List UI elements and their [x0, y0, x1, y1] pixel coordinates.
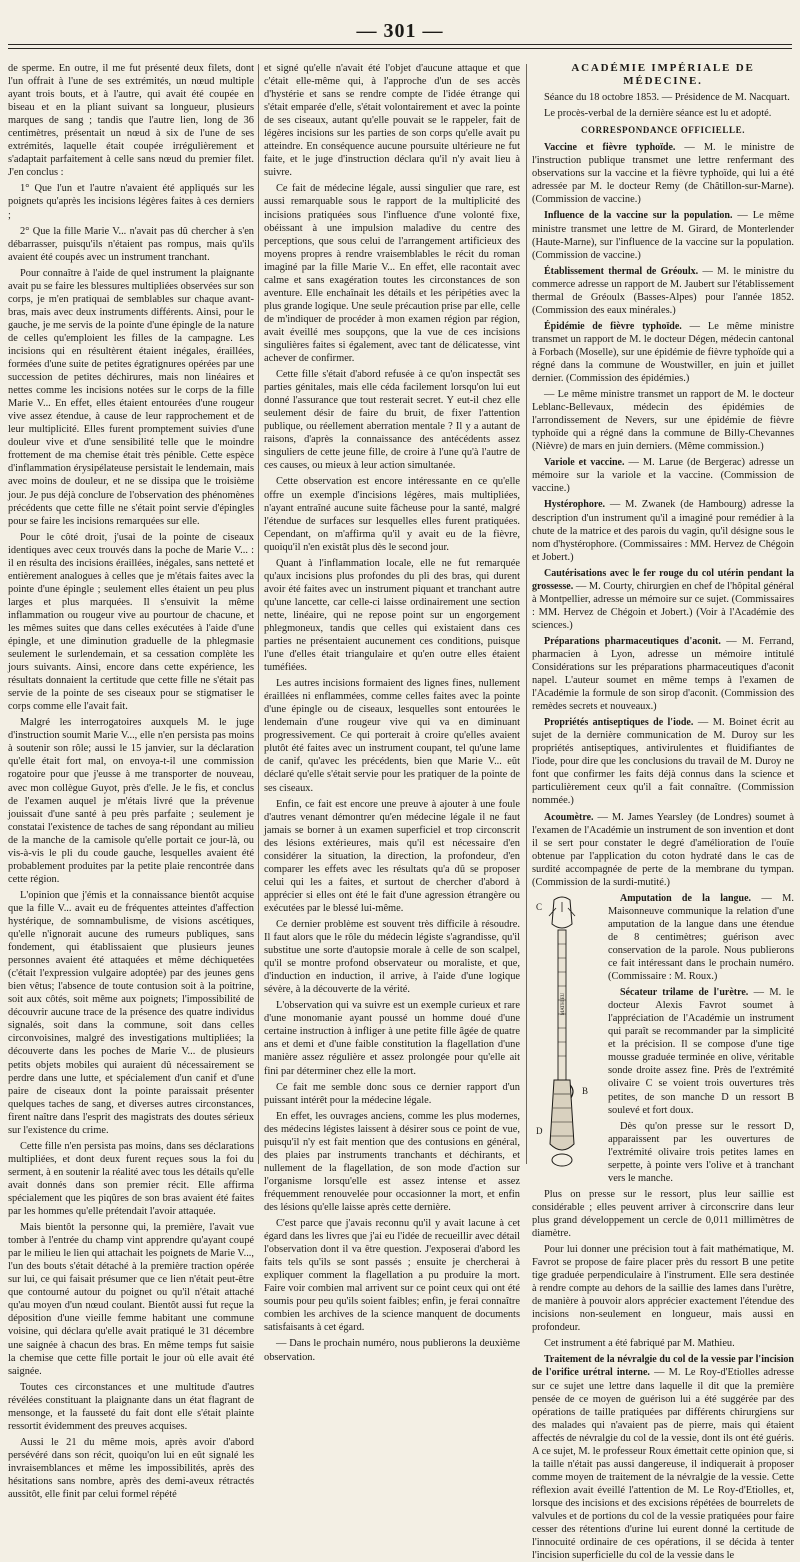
- entry: [532, 456, 794, 495]
- page-header: [8, 18, 792, 46]
- entry: [532, 567, 794, 632]
- entry-text: — M. Larue (de Bergerac) adresse un mémoire sur la variole et la vaccine. (Commission de vaccine.): [532, 457, 794, 495]
- entry: [532, 320, 794, 385]
- entry-title: Amputation de la langue.: [620, 892, 752, 904]
- entries-before: [532, 141, 794, 889]
- paragraph: Ce dernier problème est souvent très difficile à résoudre. Il faut alors que le rôle du médecin légiste s'agrandisse, qu'il substitue une sorte d'autopsie morale à celle de son scalpel, qu'il se montre profond observateur ou moraliste, et que, d'induction en induction, il arrive, à l'aide d'une logique sévère, à la découverte de la vérité.: [264, 919, 520, 996]
- paragraph: 2° Que la fille Marie V... n'avait pas dû chercher à s'en débarrasser, puisqu'ils n'étaient pas rompus, mais qu'ils avaient été coupés avec un instrument tranchant.: [8, 225, 254, 263]
- paragraph: Pour connaître à l'aide de quel instrument la plaignante avait pu se faire les blessures multipliées observées sur son corps, je m'en pratiquai de semblables sur chaque avant-bras, mais avec deux instruments différents. Ainsi, pour le gauche, je me servis de la pointe d'une épingle de la nature de celles qu'emploient les filles de la campagne. Les incisions qui en résultèrent étaient inégales, éraillées, formées d'une suite de petites égratignures opérées par une succession de petites déchirures, mais non linéaires et nettes comme les incisions notées sur le corps de la fille Marie V... En effet, elles étaient entourées d'une rougeur vive assez étendue, à cause de leur rapprochement et de leur multiplicité. Elles furent promptement suivies d'une douleur vive et d'une sensibilité telle que le moindre frottement de ma chemise était très pénible. Cette espèce d'inflammation érysipélateuse persistait le lendemain, mais avec moins de douleur, et ne se dissipa que le troisième jour. Je pus déjà conclure de l'observation des phénomènes précédents que cette fille ne s'était point servie d'épingles pour se faire les incisions remarquées sur elle.: [8, 267, 254, 527]
- entry-text: — Le même ministre transmet un rapport de M. le docteur Dégen, médecin cantonal à Forbach (Moselle), sur une épidémie de fièvre typhoïde qui a régné dans la commune de Woustwiller, en juin et juillet dernier. (Commission des épidémies.): [532, 320, 794, 385]
- entry-title: Sécateur trilame de l'urètre.: [620, 987, 749, 999]
- entries-after: [532, 1353, 794, 1562]
- entry-text: Pour lui donner une précision tout à fait mathématique, M. Favrot se propose de faire placer près du ressort B une petite tige graduée perpendiculaire à l'instrument. Elle sera destinée à rendre compte au dehors de la saillie des lames dans l'urètre, de manière à pouvoir alors apprécier exactement l'étendue des incisions non-seulement en longueur, mais aussi en profondeur.: [532, 1244, 794, 1334]
- column-divider: [258, 64, 259, 1164]
- entry-title: Traitement de la névralgie du col de la vessie par l'incision de l'orifice urétral interne.: [532, 1354, 794, 1379]
- entry-text: Cet instrument a été fabriqué par M. Mathieu.: [544, 1338, 735, 1350]
- paragraph: L'opinion que j'émis et la connaissance bientôt acquise que la fille V... avait eu de fréquentes atteintes d'affection hystérique, de somnambulisme, de visions ascétiques, qu'elle n'ignorait aucune des rumeurs publiques, sans fondement, qui établissaient que plusieurs jeunes personnes avaient été attaquées et même déchiquetées (c'était l'expression vulgaire adoptée) par des jeunes gens bien vêtus; l'absence de toute contusion soit à la poitrine, soit aux côtés, soit même aux poignets; l'impossibilité de découvrir aucune trace de la présence des quatre individus signalés, soit dans la commune, soit dans celles circonvoisines, malgré des investigations multipliées; la découverte dans les poches de Marie V... de plusieurs petits objets mobiles qui auraient dû nécessairement se perdre dans une lutte, et spécialement d'un canif et d'une paire de ciseaux dont la pointe paraissait présenter quelques taches de sang, et diverses autres circonstances, firent naître dans l'esprit des magistrats des doutes sérieux sur l'existence du crime.: [8, 889, 254, 1136]
- entry: [532, 635, 794, 713]
- maker-mark: MATHIEU: [561, 992, 566, 1016]
- entry: [532, 209, 794, 261]
- entry-title: Variole et vaccine.: [544, 457, 625, 469]
- entry: [532, 1188, 794, 1240]
- paragraph: C'est parce que j'avais reconnu qu'il y avait lacune à cet égard dans les livres que j'ai eu l'idée de recueillir avec détail l'observation dont il va être question. J'exposerai d'abord les faits tels qu'ils se sont passés ; ensuite je chercherai à expliquer comment la flagellation a pu produire la mort. Faire voir combien mal arrivent sur ce point ceux qui ont été soumis pour peu qu'ils soient faibles; enfin, je ferai connaître combien les archives de la science manquent de documents satisfaisants à cet égard.: [264, 1218, 520, 1334]
- entry: [532, 388, 794, 453]
- entry-text: — M. le docteur Alexis Favrot soumet à l'appréciation de l'Académie un instrument qui paraît se recommander par la simplicité et la précision. Il se compose d'une tige mousse graduée terminée en olive, véritable sonde droite assez fine. Près de l'extrémité olivaire C se voient trois ouvertures très petites, de son manche D un ressort B soulevé et fort doux.: [608, 987, 794, 1116]
- paragraph: Malgré les interrogatoires auxquels M. le juge d'instruction soumit Marie V..., elle n'en persista pas moins à soutenir son rôle; aussi le 15 janvier, sur la déclaration qu'elle était fort mal, on envoya-t-il une commission rogatoire pour que j'eusse à me transporter de nouveau, avec mon collègue Guyot, près d'elle. Je le fis, et conclus de l'examen auquel je m'étais livré que la prévenue jouissait d'une santé à peu près parfaite ; seulement je constatai l'existence de taches de sang répondant au milieu de la manche de la camisole qu'elle portait ce jour-là, ou vis-à-vis le pli du coude gauche, lesquelles avaient été probablement produites par la petite plaie rencontrée dans cette région.: [8, 717, 254, 885]
- entry-text: — M. le ministre de l'instruction publique transmet une lettre renfermant des observations sur la vaccine et la fièvre typhoïde, qui lui a été adressée par M. le docteur Remy (de Châtillon-sur-Marne). (Commission de vaccine.): [532, 142, 795, 206]
- label-c: C: [536, 901, 543, 912]
- column-right: [532, 62, 795, 1562]
- paragraph: Pour le côté droit, j'usai de la pointe de ciseaux identiques avec ceux trouvés dans la poche de Marie V... : il en résulta des incisions éraillées, inégales, sans netteté et entièrement analogues à celles que je m'étais faites avec la pointe d'une épingle ; seulement elles étaient un peu plus larges et plus marquées. Il s'ensuivit la même inflammation ou rougeur vive au pourtour de chacune, et les mêmes suites que dans celles exécutées à l'aide d'une épingle, et une diminution graduelle de la phlegmasie seulement le surlendemain, et sa cessation complète les jours suivants. Ainsi, encore dans cette expérience, les résultats donnaient la certitude que cette fille ne s'était pas servie de la pointe de ses ciseaux pour se stigmatiser le corps comme elle l'avait fait.: [8, 531, 254, 713]
- entry-title: Propriétés antiseptiques de l'iode.: [544, 717, 694, 729]
- entry-title: Influence de la vaccine sur la population.: [544, 210, 733, 222]
- paragraph: de sperme. En outre, il me fut présenté deux filets, dont l'un offrait à l'une de ses extrémités, un nœud multiple ayant trois bouts, et à l'autre, qui avait été coupée en biseau et en la pliant suivant sa longueur, plusieurs marques de sang ; tandis que l'autre lien, long de 36 centimètres, présentait un nœud à six de l'une de ses extrémités, laquelle était coupée irrégulièrement et s'adaptait parfaitement à celle sans nœud du premier filet. J'en conclus :: [8, 63, 254, 179]
- label-b: B: [582, 1085, 589, 1096]
- entry-text: Plus on presse sur le ressort, plus leur saillie est considérable ; elles peuvent arriver à circonscrire dans leur plus grand développement un cercle de 0,011 millimètres de diamètre.: [532, 1188, 794, 1239]
- trilame-secateur-illustration: [532, 894, 600, 1174]
- paragraph: Aussi le 21 du même mois, après avoir d'abord persévéré dans son récit, quoiqu'on lui en eût signalé les invraisemblances et même les impossibilités, après des hésitations sans nombre, après des demi-aveux rétractés aussitôt, elle finit par celui formel répété: [8, 1436, 254, 1501]
- paragraph: Cette observation est encore intéressante en ce qu'elle offre un exemple d'incisions légères, mais multipliées, n'ayant entraîné aucune suite fâcheuse pour la santé, malgré l'étendue de surfaces sur lesquelles elles furent pratiquées. Cependant, on m'affirma qu'il y avait eu de la fièvre, quoiqu'il n'en existât plus dès le second jour.: [264, 476, 520, 553]
- column-left: [8, 62, 254, 1501]
- paragraph: et signé qu'elle n'avait été l'objet d'aucune attaque et que c'était elle-même qui, à l'approche d'un de ses accès d'hystérie et sans se rendre compte de l'idée étrange qui s'était emparée d'elle, s'était volontairement et avec la pointe de ses ciseaux, autant qu'elle pouvait se le rappeler, fait de légères incisions sur les parties de son corps qu'elle avait pu atteindre. En conséquence aucune poursuite ultérieure ne fut faite, et le juge d'instruction déclara qu'il n'y avait lieu à suivre.: [264, 63, 520, 179]
- entry: [532, 141, 794, 206]
- paragraph: En effet, les ouvrages anciens, comme les plus modernes, des médecins légistes laissent à désirer sous ce point de vue, puisqu'il n'y est fait mention que des contusions en général, des plaies par instruments tranchants et déchirants, et nullement de la flagellation, de son mode d'action sur l'organisme lorsqu'elle est assez intense et assez fréquemment renouvelée pour occasionner la mort, et enfin des lésions qu'elle laisse après cette dernière.: [264, 1110, 520, 1213]
- paragraph: L'observation qui va suivre est un exemple curieux et rare d'une monomanie ayant poussé un homme doué d'une certaine instruction à infliger à une petite fille âgée de quatre ans et demi et d'une faible constitution la flagellation d'une manière assez régulière et assez prolongée pour qu'elle ait fini par déterminer chez elle la mort.: [264, 1000, 520, 1077]
- entry-title: Acoumètre.: [544, 811, 594, 823]
- entry-title: Épidémie de fièvre typhoïde.: [544, 320, 682, 332]
- paragraph: Quant à l'inflammation locale, elle ne fut remarquée qu'aux incisions plus profondes du pli des bras, qui durent avoir été faites avec un instrument piquant et tranchant autre qu'une lancette, car celle-ci laisse ordinairement une section nette, linéaire, qui ne repose point sur un engorgement phlegmoneux, tandis que celles qui existaient dans ces parties ne présentaient aucunement ces conditions, puisque l'une d'elles était triangulaire et qu'en outre elles étaient tuméfiées.: [264, 557, 520, 674]
- handle-d: [550, 1080, 574, 1166]
- entry: [532, 811, 794, 889]
- entry-title: Préparations pharmaceutiques d'aconit.: [544, 635, 721, 647]
- entry-title: Vaccine et fièvre typhoïde.: [544, 142, 676, 154]
- column-middle: [264, 62, 520, 1363]
- paragraph: 1° Que l'un et l'autre n'avaient été appliqués sur les poignets qu'après les incisions légères faites à ces derniers ;: [8, 183, 254, 221]
- olive-tip-detail: [549, 897, 575, 928]
- section-title: ACADÉMIE IMPÉRIALE DE MÉDECINE.: [571, 62, 755, 88]
- paragraph: Cette fille n'en persista pas moins, dans ses déclarations multipliées, et dont deux furent reçues sous la foi du serment, à en soutenir la réalité avec tous les détails qu'elle avait donnés dans son premier récit. Elle affirma spécialement que les piqûres de son bras avaient été faites par les hommes qu'elle prétendait l'avoir attaquée.: [8, 1140, 254, 1218]
- entry-text: — M. Le Roy-d'Etiolles adresse sur ce sujet une lettre dans laquelle il dit que la première pensée de ce moyen de guérison lui a été suggérée par des opérations de taille pratiquées par différents chirurgiens sur des malades qui n'avaient pas de pierre, mais qui étaient affectés de névralgie du col de la vessie, dont ils ont été guéris. A ce sujet, M. le professeur Roux émettait cette opinion que, si la taille n'était pas aussi dangereuse, il indiquerait à proposer comme moyen de traitement de la névralgie de la vessie. Cette réflexion avait éveillé l'attention de M. Le Roy-d'Etiolles, et, lorsque des incisions et des excisions répétées de bourrelets de valvules et de portions du col de la vessie pratiquées pour faire cesser des rétentions d'urine lui eurent donné la certitude de l'innocuité ordinaire de ces opérations, il se décida à tenter l'incision superficielle du col de la vessie dans le: [532, 1367, 794, 1562]
- paragraph: Ce fait de médecine légale, aussi singulier que rare, est aussi remarquable sous le rapport de la multiplicité des incisions pratiquées sous l'influence d'une volonté fixe, obéissant à une impulsion maladive du centre des perceptions, que sous celui de l'arrangement artificieux des moyens propres à rendre vraisemblables le récit du roman imaginé par la fille Marie V... En effet, elle racontait avec calme et sans exagération toutes les circonstances de son aventure. Elle enchaînait les détails et les péripéties avec la plus grande logique. Une seule précaution prise par elle, celle de m'indiquer de procéder à mon examen région par région, avait éveillé mes soupçons, que la vue de ces incisions singulières faites si également, avec tant de délicatesse, vint achever de confirmer.: [264, 183, 520, 365]
- label-d: D: [536, 1125, 543, 1136]
- entry-text: — M. Boinet écrit au sujet de la dernière communication de M. Duroy sur les propriétés antiseptiques, antivirulentes et fluidifiantes de l'iode, pour dire que les conclusions du travail de M. Duroy ne font que confirmer les faits déjà connus dans la science et particulièrement ceux qu'il a fait connaître. (Commission nommée.): [532, 717, 795, 807]
- next-issue-note: — Dans le prochain numéro, nous publierons la deuxième observation.: [264, 1338, 520, 1363]
- paragraph: Toutes ces circonstances et une multitude d'autres révélées constituant la plaignante dans un état flagrant de mensonge, et la fausseté du fait dont elle s'était plainte ressortit évidemment des preuves acquises.: [8, 1381, 254, 1432]
- entry: [532, 265, 794, 317]
- page-number: — 301 —: [347, 18, 454, 44]
- entry-text: — M. le ministre du commerce adresse un rapport de M. Jaubert sur l'établissement thermal de Gréoulx (Basses-Alpes) pour l'année 1852. (Commission des eaux minérales.): [532, 265, 794, 316]
- seance-line: Séance du 18 octobre 1853. — Présidence de M. Nacquart.: [544, 92, 790, 104]
- header-rule: [8, 44, 792, 49]
- proces-verbal: Le procès-verbal de la dernière séance est lu et adopté.: [544, 108, 772, 120]
- graduated-shaft: [558, 930, 566, 1080]
- paragraph: Les autres incisions formaient des lignes fines, nullement éraillées ni enflammées, comme celles faites avec la pointe d'une épingle ou de ciseaux, lesquelles sont entourées le lendemain d'une rougeur vive qui va en diminuant progressivement. Ce qui porterait à croire qu'elles avaient plutôt été faites avec un instrument coupant, tel qu'une lame de canif, qu'avec les précédents, bien que Marie V... eût déclaré qu'elle s'était servie pour les pratiquer de la pointe de ses ciseaux.: [264, 678, 520, 794]
- entry-text: — M. Courty, chirurgien en chef de l'hôpital général à Montpellier, adresse un mémoire sur ce sujet. (Commissaires : MM. Hervez de Chégoin et Jobert.) (Voir à l'Académie des sciences.): [532, 580, 794, 631]
- entry-text: — M. Maisonneuve communique la relation d'une amputation de la langue dans une étendue de 8 centimètres; guérison avec conservation de la parole. Nous publierons ce fait intéressant dans le prochain numéro. (Commissaire : M. Roux.): [608, 892, 794, 983]
- paragraph: Enfin, ce fait est encore une preuve à ajouter à une foule d'autres venant démontrer qu'en médecine légale il ne faut jamais se borner à un examen superficiel et trop circonscrit des lésions extérieures, mais qu'il est nécessaire d'en considérer la situation, la direction, la profondeur, d'en comparer les effets avec les résultats qu'a dû se proposer celui qui les a faites, et surtout de chercher d'abord à apprécier si elles ont été le fait d'une agression étrangère ou exécutées par le blessé lui-même.: [264, 798, 520, 914]
- paragraph: Cette fille s'était d'abord refusée à ce qu'on inspectât ses parties génitales, mais elle céda facilement lorsqu'on lui eut donné l'assurance que tout resterait secret. Y eut-il chez elle seulement désir de faire du bruit, de fixer l'attention publique, ou réellement aberration mentale ? Il y a autant de raisons, d'après la connaissance des antécédents assez singuliers de cette jeune fille, de croire à l'une qu'à l'autre de ces causes, ou mieux à leur action simultanée.: [264, 369, 520, 472]
- column-divider: [526, 64, 527, 1164]
- entry: [532, 1353, 794, 1562]
- paragraph: Mais bientôt la personne qui, la première, l'avait vue tomber à l'entrée du champ vint apprendre qu'ayant coupé par le milieu le lien qui attachait les poignets de Marie V..., l'un des bouts s'était détaché à la première traction opérée sur lui, ce qui faisait présumer que ce lien n'était peut-être que contourné autour du poignet ou qu'il n'était attaché qu'au moyen d'un nœud coulant. Bientôt aussi fut reçue la déposition d'une vieille femme habitant une commune voisine, qui déclara qu'elle avait pratiqué le 31 décembre une saignée à chacun des bras. En même temps fut saisie la chemise que cette fille portait le jour où elle avait été saignée.: [8, 1222, 254, 1377]
- paragraph: Ce fait me semble donc sous ce dernier rapport d'un puissant intérêt pour la médecine légale.: [264, 1081, 520, 1106]
- entry-text: — Le même ministre transmet un rapport de M. le docteur Leblanc-Bellevaux, médecin des épidémies de l'arrondissement de Nevers, sur une épidémie de fièvre typhoïde qui a régné dans la commune de Billy-Chevannes (Nièvre) de mars en juin derniers. (Même commission.): [532, 389, 794, 453]
- entry-title: Établissement thermal de Gréoulx.: [544, 265, 699, 277]
- entry: [532, 716, 794, 807]
- entry-text: — M. James Yearsley (de Londres) soumet à l'examen de l'Académie un instrument de son invention et dont il se sert pour constater le degré d'amélioration de l'ouïe obtenue par l'application du coton hydraté dans le cas de surdité accompagnée de perte de la membrane du tympan. (Commission de la surdi-mutité.): [532, 811, 794, 888]
- entries-with-figure: [532, 892, 794, 1351]
- entry-text: Dès qu'on presse sur le ressort D, apparaissent par les ouvertures de l'extrémité olivaire trois petites lames en serpette, à pointe vers l'olive et à tranchant vers le manche.: [608, 1120, 794, 1184]
- entry: [532, 1337, 794, 1350]
- entry-text: — Le même ministre transmet une lettre de M. Girard, de Monterlender (Haute-Marne), sur l'influence de la vaccine sur la population. (Commission de vaccine.): [532, 210, 794, 261]
- entry-title: Cautérisations avec le fer rouge du col utérin pendant la grossesse.: [532, 567, 794, 592]
- correspondence-heading: CORRESPONDANCE OFFICIELLE.: [580, 125, 746, 136]
- entry-text: — M. Ferrand, pharmacien à Lyon, adresse un mémoire intitulé Considérations sur les préparations pharmaceutiques d'aconit napel. L'auteur soumet en même temps à l'examen de l'Académie la formule de son sirop d'aconit. (Commission des remèdes secrets et nouveaux.): [532, 635, 794, 713]
- entry-text: — M. Zwanek (de Hambourg) adresse la description d'un instrument qu'il a imaginé pour remédier à la chute de la matrice et des parois du vagin, qu'il désigne sous le nom d'hystérophore. (Commissaires : MM. Hervez de Chégoin et Jobert.): [532, 499, 794, 563]
- entry-title: Hystérophore.: [544, 499, 606, 511]
- entry: [532, 498, 794, 563]
- entry: [532, 1243, 794, 1334]
